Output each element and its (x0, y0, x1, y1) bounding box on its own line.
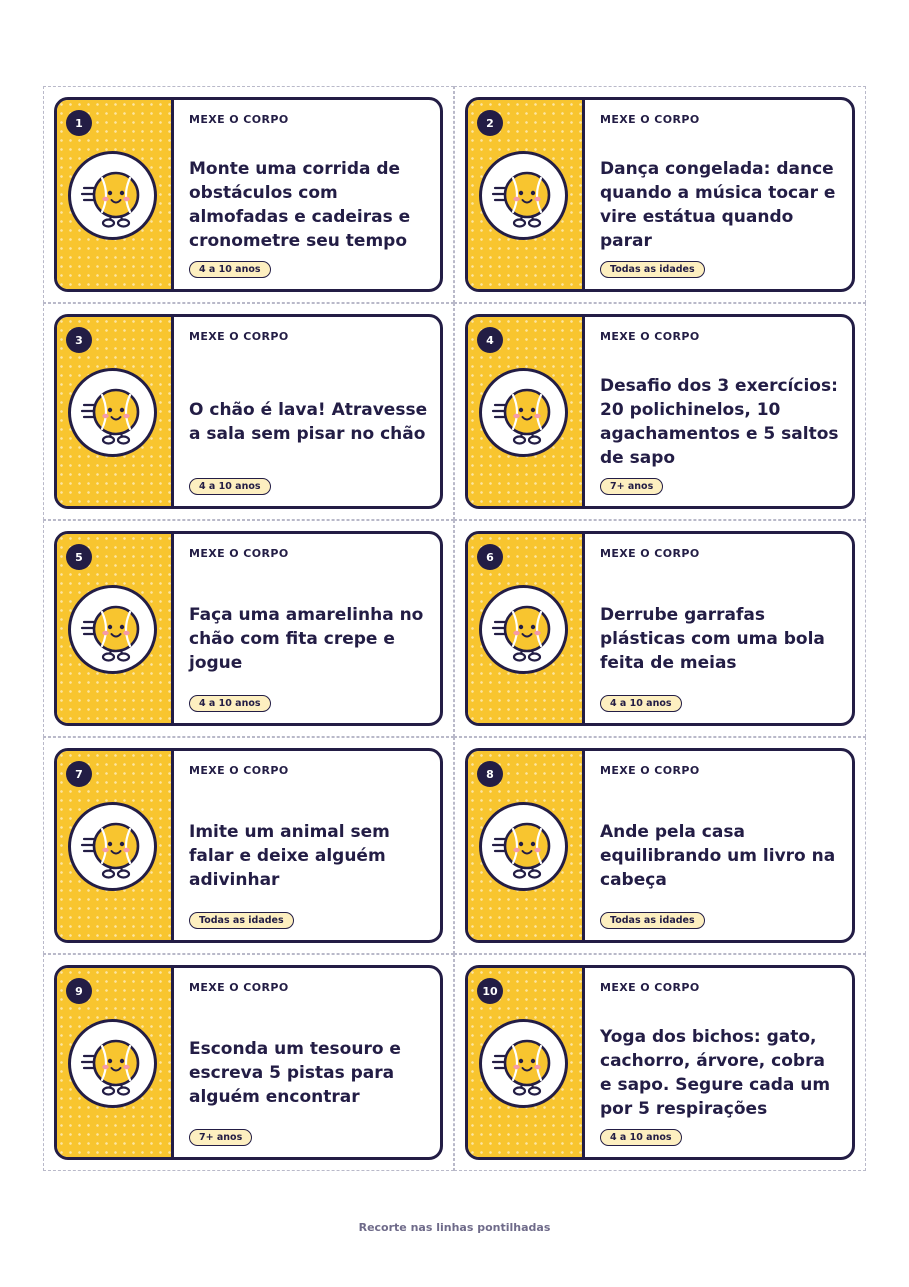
card-content (600, 317, 842, 506)
card-illustration-panel (57, 534, 174, 723)
running-ball-mascot-icon (482, 805, 565, 888)
mascot-medallion (68, 368, 157, 457)
card-number-badge: 10 (477, 978, 503, 1004)
running-ball-mascot-icon (482, 588, 565, 671)
card-number-badge: 5 (66, 544, 92, 570)
card-activity (600, 588, 842, 690)
cut-cell (454, 954, 866, 1171)
activity-card (465, 965, 855, 1160)
card-content (189, 534, 430, 723)
card-category: MEXE O CORPO (189, 547, 289, 560)
card-category: MEXE O CORPO (600, 764, 700, 777)
card-activity-text: Monte uma corrida de obstáculos com almofadas e cadeiras e cronometre seu tempo (189, 159, 411, 251)
card-number-badge: 9 (66, 978, 92, 1004)
card-number-badge: 8 (477, 761, 503, 787)
card-content (600, 100, 842, 289)
mascot-medallion (68, 802, 157, 891)
running-ball-mascot-icon (482, 371, 565, 454)
card-category: MEXE O CORPO (189, 113, 289, 126)
age-badge: 4 a 10 anos (600, 1129, 682, 1146)
card-activity (600, 805, 842, 907)
age-badge: Todas as idades (189, 912, 294, 929)
mascot-medallion (479, 585, 568, 674)
card-category: MEXE O CORPO (189, 330, 289, 343)
card-category: MEXE O CORPO (600, 981, 700, 994)
card-number-badge: 1 (66, 110, 92, 136)
card-category: MEXE O CORPO (600, 547, 700, 560)
mascot-medallion (479, 1019, 568, 1108)
card-illustration-panel (57, 751, 174, 940)
card-illustration-panel (468, 751, 585, 940)
mascot-medallion (68, 585, 157, 674)
age-badge: 4 a 10 anos (600, 695, 682, 712)
running-ball-mascot-icon (482, 154, 565, 237)
card-activity-text: Faça uma amarelinha no chão com fita crepe e jogue (189, 605, 424, 673)
card-content (189, 100, 430, 289)
age-badge: 4 a 10 anos (189, 261, 271, 278)
cut-cell (454, 86, 866, 303)
activity-card (54, 748, 443, 943)
running-ball-mascot-icon (71, 805, 154, 888)
running-ball-mascot-icon (71, 371, 154, 454)
card-activity-text: Esconda um tesouro e escreva 5 pistas para alguém encontrar (189, 1039, 401, 1107)
mascot-medallion (68, 151, 157, 240)
cut-cell (43, 954, 454, 1171)
card-activity (600, 371, 842, 473)
card-sheet (43, 86, 866, 1170)
activity-card (465, 531, 855, 726)
mascot-medallion (479, 151, 568, 240)
activity-card (465, 748, 855, 943)
activity-card (54, 965, 443, 1160)
cut-cell (43, 86, 454, 303)
age-badge: 7+ anos (189, 1129, 252, 1146)
cut-cell (43, 303, 454, 520)
age-badge: Todas as idades (600, 261, 705, 278)
card-number-badge: 7 (66, 761, 92, 787)
card-activity (600, 1022, 842, 1124)
activity-card (54, 531, 443, 726)
card-activity-text: O chão é lava! Atravesse a sala sem pisar no chão (189, 400, 428, 444)
card-category: MEXE O CORPO (600, 330, 700, 343)
card-activity (189, 588, 430, 690)
age-badge: 7+ anos (600, 478, 663, 495)
card-number-badge: 2 (477, 110, 503, 136)
running-ball-mascot-icon (482, 1022, 565, 1105)
card-activity-text: Desafio dos 3 exercícios: 20 polichinelos, 10 agachamentos e 5 saltos de sapo (600, 376, 839, 468)
age-badge: 4 a 10 anos (189, 478, 271, 495)
cut-cell (43, 520, 454, 737)
card-activity (189, 371, 430, 473)
activity-card (54, 97, 443, 292)
card-activity (189, 805, 430, 907)
running-ball-mascot-icon (71, 588, 154, 671)
card-content (189, 968, 430, 1157)
card-category: MEXE O CORPO (600, 113, 700, 126)
card-illustration-panel (468, 100, 585, 289)
mascot-medallion (479, 802, 568, 891)
activity-card (54, 314, 443, 509)
card-activity-text: Dança congelada: dance quando a música tocar e vire estátua quando parar (600, 159, 836, 251)
card-activity-text: Imite um animal sem falar e deixe alguém adivinhar (189, 822, 390, 890)
running-ball-mascot-icon (71, 1022, 154, 1105)
card-content (600, 534, 842, 723)
cut-cell (43, 737, 454, 954)
mascot-medallion (479, 368, 568, 457)
card-category: MEXE O CORPO (189, 764, 289, 777)
age-badge: Todas as idades (600, 912, 705, 929)
card-illustration-panel (57, 317, 174, 506)
card-activity (600, 154, 842, 256)
card-number-badge: 3 (66, 327, 92, 353)
cut-cell (454, 303, 866, 520)
cut-cell (454, 737, 866, 954)
activity-card (465, 97, 855, 292)
card-illustration-panel (57, 968, 174, 1157)
running-ball-mascot-icon (71, 154, 154, 237)
card-illustration-panel (468, 968, 585, 1157)
card-illustration-panel (468, 317, 585, 506)
card-content (189, 317, 430, 506)
card-content (189, 751, 430, 940)
card-content (600, 968, 842, 1157)
activity-card (465, 314, 855, 509)
card-illustration-panel (468, 534, 585, 723)
card-category: MEXE O CORPO (189, 981, 289, 994)
card-illustration-panel (57, 100, 174, 289)
card-activity-text: Yoga dos bichos: gato, cachorro, árvore, cobra e sapo. Segure cada um por 5 respirações (600, 1027, 831, 1119)
age-badge: 4 a 10 anos (189, 695, 271, 712)
card-content (600, 751, 842, 940)
card-activity-text: Ande pela casa equilibrando um livro na cabeça (600, 822, 836, 890)
card-number-badge: 6 (477, 544, 503, 570)
card-activity-text: Derrube garrafas plásticas com uma bola feita de meias (600, 605, 825, 673)
cut-instruction: Recorte nas linhas pontilhadas (358, 1221, 551, 1234)
mascot-medallion (68, 1019, 157, 1108)
card-activity (189, 1022, 430, 1124)
card-number-badge: 4 (477, 327, 503, 353)
card-activity (189, 154, 430, 256)
cut-cell (454, 520, 866, 737)
